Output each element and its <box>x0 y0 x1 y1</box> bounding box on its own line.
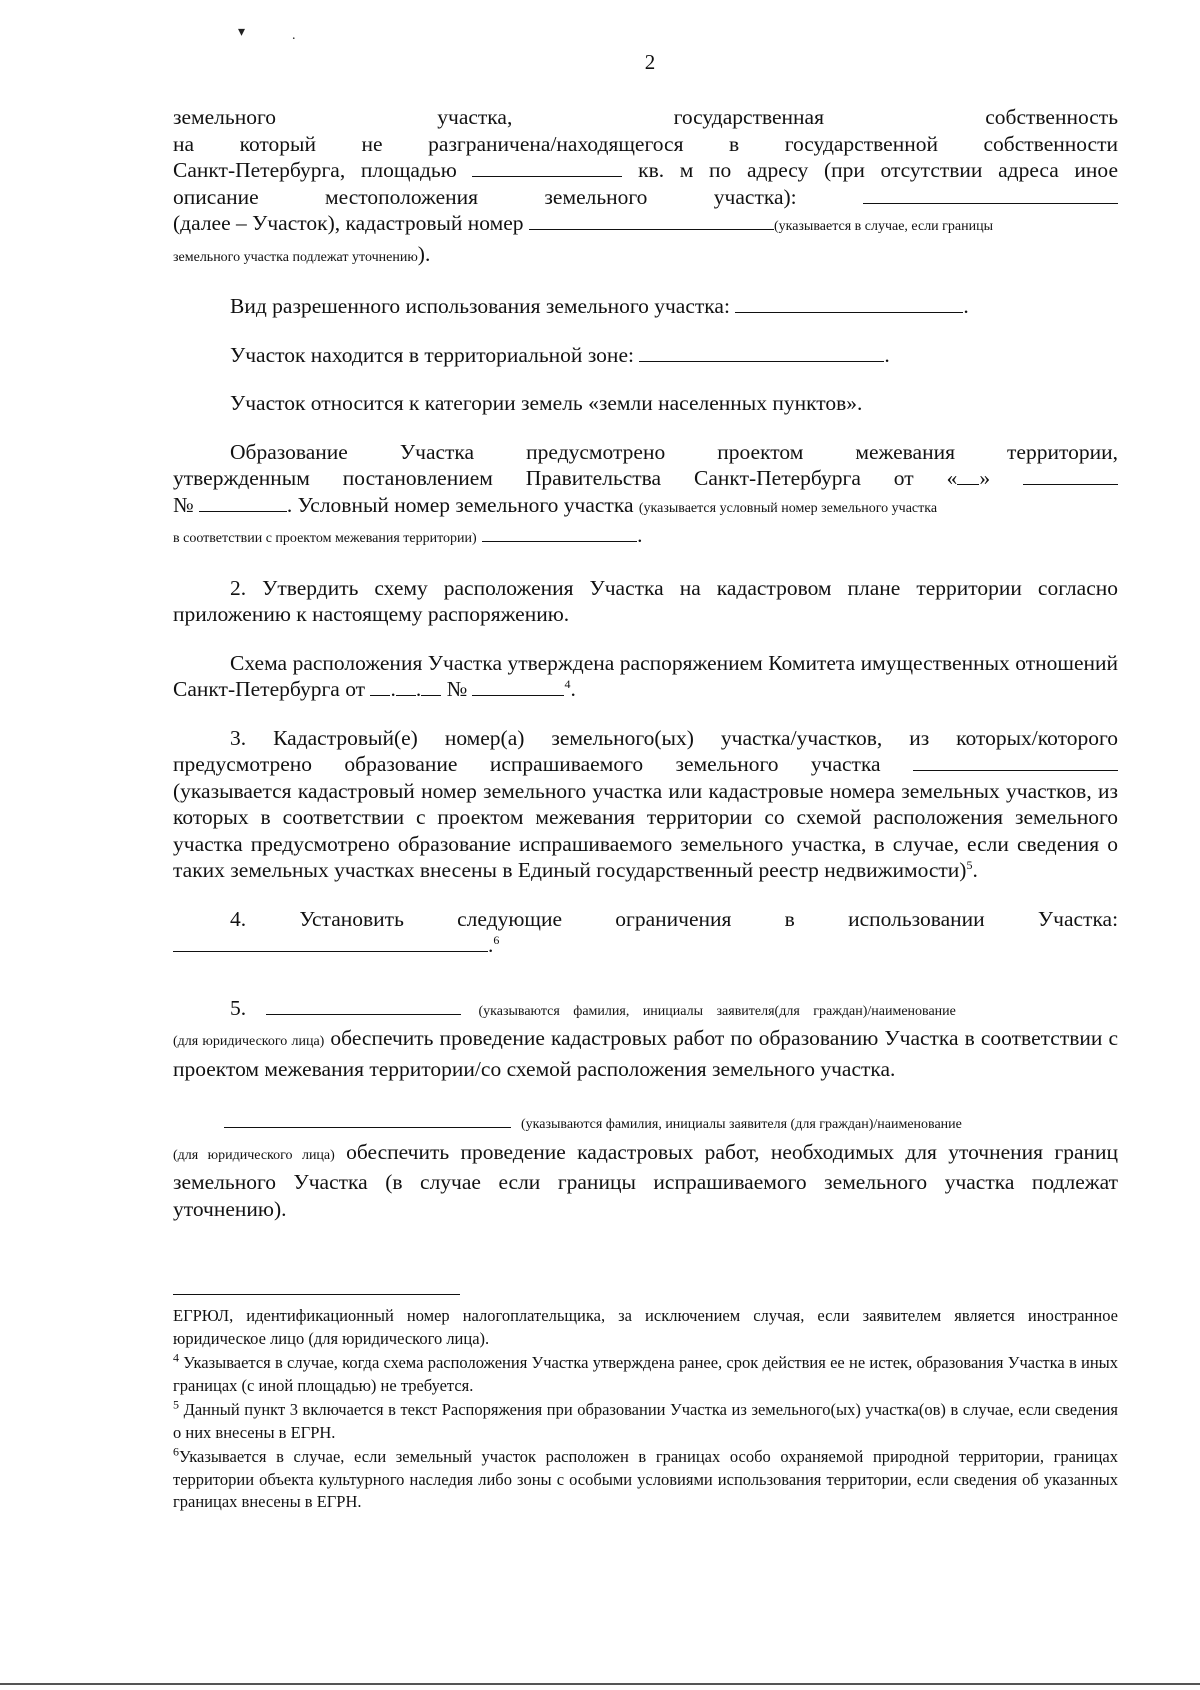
permitted-use-blank-field[interactable] <box>735 294 963 313</box>
item-4-line1: 4. Установить следующие ограничения в использовании Участка: <box>230 906 1119 931</box>
area-blank-field[interactable] <box>472 158 622 177</box>
block1-line2: на который не разграничена/находящегося в государственной собственности <box>173 131 1118 156</box>
formation-line2: утвержденным постановлением Правительства Санкт-Петербурга от « » <box>173 465 1118 492</box>
date-blank-field[interactable] <box>1023 466 1118 485</box>
scan-artifact-mark: ▾ <box>238 25 246 40</box>
item-3-line1: 3. Кадастровый(е) номер(а) земельного(ых) участка/участков, из которых/которого <box>230 725 1118 750</box>
scan-bottom-edge <box>0 1683 1200 1685</box>
item-4-paragraph <box>173 906 1118 959</box>
document-body <box>173 104 1118 1222</box>
footnote-ref-5[interactable]: 5 <box>966 857 973 872</box>
zone-blank-field[interactable] <box>639 343 884 362</box>
item-2-paragraph: 2. Утвердить схему расположения Участка на кадастровом плане территории согласно приложению к настоящему распоряжению. <box>173 575 1118 626</box>
item-5b-body: (для юридического лица) обеспечить проведение кадастровых работ, необходимых для уточнения границ земельного Участка (в случае если границы испрашиваемого земельного участка подлежат уточнению). <box>173 1139 1119 1221</box>
formation-line3: № . Условный номер земельного участка (указывается условный номер земельного участка <box>173 492 938 517</box>
footnote-continued: ЕГРЮЛ, идентификационный номер налогоплательщика, за исключением случая, если заявителем является иностранное юридическое лицо (для юридического лица). <box>173 1306 1118 1348</box>
location-blank-field[interactable] <box>863 185 1118 204</box>
scheme-date-day-blank[interactable] <box>370 677 390 696</box>
block1-line5: (далее – Участок), кадастровый номер (указывается в случае, если границы <box>173 211 994 235</box>
footnote-ref-4[interactable]: 4 <box>564 676 571 691</box>
item-3-line2: предусмотрено образование испрашиваемого земельного участка <box>173 751 1118 778</box>
item-5-paragraph <box>173 995 1118 1083</box>
cadastral-number-blank-field[interactable] <box>529 211 774 230</box>
scheme-number-blank-field[interactable] <box>472 677 564 696</box>
item-5-line1: 5. (указываются фамилия, инициалы заявителя(для граждан)/наименование <box>230 995 956 1020</box>
scheme-paragraph: Схема расположения Участка утверждена распоряжением Комитета имущественных отношений Санкт-Петербурга от . . № $^4$. <box>173 650 1118 701</box>
land-plot-description <box>173 104 1118 271</box>
applicant-name-blank-field[interactable] <box>266 996 461 1015</box>
block1-line4: описание местоположения земельного участка): <box>173 184 1118 211</box>
restrictions-blank-field[interactable] <box>173 933 488 952</box>
item-5b-paragraph <box>173 1108 1118 1222</box>
footnote-6: $^6$Указывается в случае, если земельный участок расположен в границах особо охраняемой природной территории, границах территории объекта культурного наследия либо зоны с особыми условиями использования территории, если сведения об указанных границах внесены в ЕГРН. <box>173 1444 1118 1511</box>
source-cadastral-number-blank-field[interactable] <box>913 752 1118 771</box>
block1-line3: Санкт-Петербурга, площадью кв. м по адресу (при отсутствии адреса иное <box>173 158 1118 182</box>
scan-artifact-dot: . <box>292 28 296 43</box>
item-4-line2: .$^6$ <box>173 932 1118 959</box>
footnote-ref-6[interactable]: 6 <box>493 932 500 947</box>
item-3-rest: (указывается кадастровый номер земельного участка или кадастровые номера земельных участков, из которых в соответствии с проектом межевания территории со схемой расположения земельного участка предусмотрено образование испрашиваемого земельного участка, в случае, если сведения о таких земельных участках внесены в Единый государственный реестр недвижимости)$^5$. <box>173 778 1118 882</box>
scheme-date-month-blank[interactable] <box>396 677 416 696</box>
formation-paragraph <box>173 439 1118 553</box>
scheme-date-year-blank[interactable] <box>421 677 441 696</box>
footnotes-section <box>173 1305 1118 1516</box>
block1-line6: земельного участка подлежат уточнению). <box>173 241 431 266</box>
applicant-name-blank-field-2[interactable] <box>224 1109 511 1128</box>
formation-line4: в соответствии с проектом межевания территории) . <box>173 523 643 547</box>
item-3-paragraph <box>173 725 1118 884</box>
formation-line1: Образование Участка предусмотрено проектом межевания территории, <box>230 439 1118 464</box>
item-5b-line1: (указываются фамилия, инициалы заявителя (для граждан)/наименование <box>173 1108 1118 1139</box>
footnote-separator <box>173 1294 460 1295</box>
page-number: 2 <box>644 50 656 74</box>
land-category-line: Участок относится к категории земель «земли населенных пунктов». <box>230 391 863 415</box>
block1-line1: земельного участка, государственная собственность <box>173 105 1118 129</box>
conditional-number-blank-field[interactable] <box>482 523 637 542</box>
footnote-4: $^4$ Указывается в случае, когда схема расположения Участка утверждена ранее, срок действия ее не истек, образования Участка в иных границах (с иной площадью) не требуется. <box>173 1350 1119 1395</box>
footnote-5: $^5$ Данный пункт 3 включается в текст Распоряжения при образовании Участка из земельного(ых) участка(ов) в случае, если сведения о них внесены в ЕГРН. <box>173 1397 1119 1442</box>
territorial-zone-line: Участок находится в территориальной зоне: . <box>230 342 890 367</box>
permitted-use-line: Вид разрешенного использования земельного участка: . <box>230 294 969 318</box>
resolution-number-blank-field[interactable] <box>199 493 287 512</box>
date-day-blank-field[interactable] <box>957 466 979 485</box>
item-5-body: (для юридического лица) обеспечить проведение кадастровых работ по образованию Участка в соответствии с проектом межевания территории/со схемой расположения земельного участка. <box>173 1026 1118 1081</box>
